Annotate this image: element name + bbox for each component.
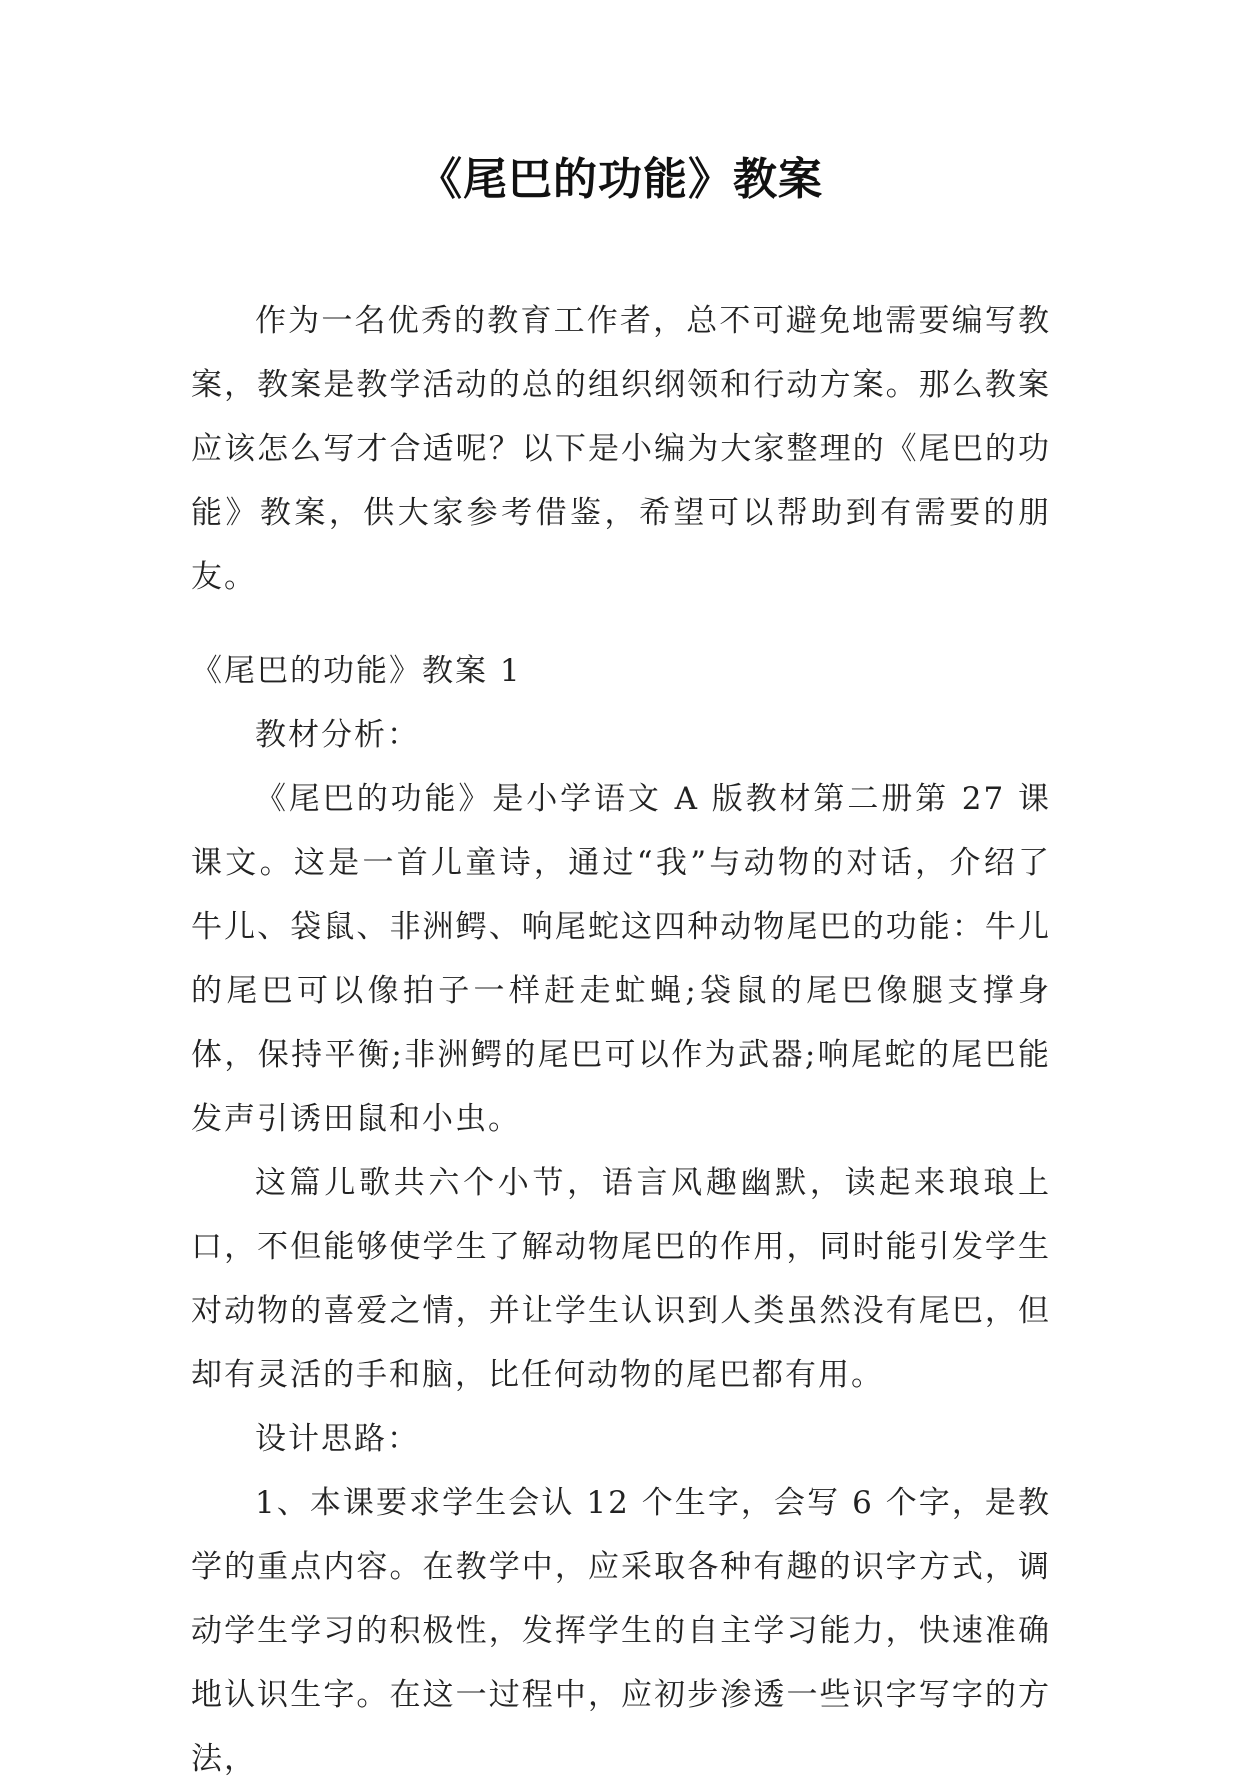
- section-title: 《尾巴的功能》教案 1: [191, 653, 522, 689]
- document-body: [191, 289, 1051, 1791]
- materials-paragraph-2: 这篇儿歌共六个小节，语言风趣幽默，读起来琅琅上口，不但能够使学生了解动物尾巴的作用，同时能引发学生对动物的喜爱之情，并让学生认识到人类虽然没有尾巴，但却有灵活的手和脑，比任何动物的尾巴都有用。: [191, 1165, 1051, 1393]
- materials-paragraph-1: 《尾巴的功能》是小学语文 A 版教材第二册第 27 课课文。这是一首儿童诗，通过“我”与动物的对话，介绍了牛儿、袋鼠、非洲鳄、响尾蛇这四种动物尾巴的功能：牛儿的尾巴可以像拍子一样赶走虻蝇;袋鼠的尾巴像腿支撑身体，保持平衡;非洲鳄的尾巴可以作为武器;响尾蛇的尾巴能发声引诱田鼠和小虫。: [191, 781, 1051, 1137]
- design-heading: 设计思路：: [255, 1421, 420, 1457]
- intro-paragraph: 作为一名优秀的教育工作者，总不可避免地需要编写教案，教案是教学活动的总的组织纲领和行动方案。那么教案应该怎么写才合适呢？以下是小编为大家整理的《尾巴的功能》教案，供大家参考借鉴，希望可以帮助到有需要的朋友。: [191, 303, 1051, 595]
- materials-heading: 教材分析：: [255, 717, 420, 753]
- document-title: 《尾巴的功能》教案: [418, 154, 823, 205]
- design-paragraph-1: 1、本课要求学生会认 12 个生字，会写 6 个字，是教学的重点内容。在教学中，应采取各种有趣的识字方式，调动学生学习的积极性，发挥学生的自主学习能力，快速准确地认识生字。在这一过程中，应初步渗透一些识字写字的方法，: [191, 1485, 1051, 1777]
